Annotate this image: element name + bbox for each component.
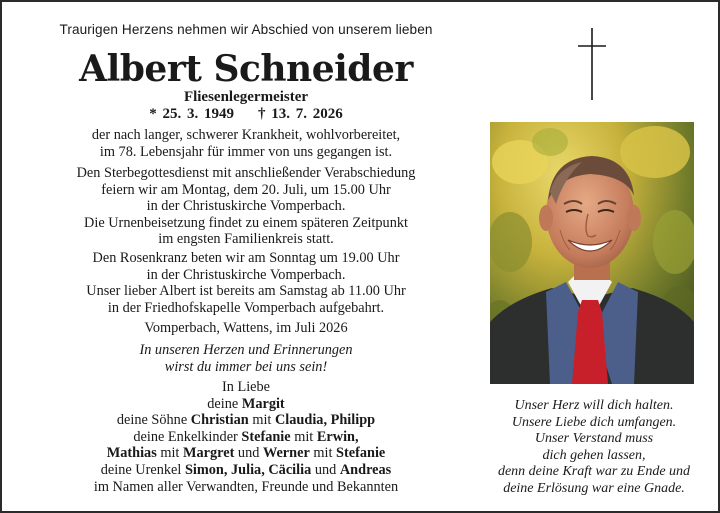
funeral-service-info	[2, 165, 490, 248]
obituary-text-column	[2, 2, 490, 513]
birth-date: * 25. 3. 1949	[149, 106, 234, 122]
text-line: in der Christuskirche Vomperbach.	[146, 198, 346, 215]
mourner-line-grandchildren-2: Mathias mit Margret und Werner mit Stefanie	[106, 445, 386, 462]
occupation: Fliesenlegermeister	[183, 89, 309, 105]
poem-line: dich gehen lassen,	[542, 447, 646, 463]
text-line: Unser lieber Albert ist bereits am Samstag ab 11.00 Uhr	[86, 283, 406, 300]
poem-line: Unser Verstand muss	[534, 431, 654, 447]
text-line: in der Friedhofskapelle Vomperbach aufgebahrt.	[107, 299, 385, 316]
deceased-name: Albert Schneider	[79, 48, 413, 90]
text-line: Den Sterbegottesdienst mit anschließender Verabschiedung	[76, 165, 416, 181]
poem-line: Unsere Liebe dich umfangen.	[511, 414, 677, 430]
death-announcement	[2, 127, 490, 160]
poem	[472, 398, 716, 498]
mourner-line-wife: deine Margit	[207, 395, 285, 412]
mourners-intro: In Liebe	[221, 379, 271, 395]
cross-icon	[577, 28, 607, 100]
motto	[2, 342, 490, 375]
mourners-closing: im Namen aller Verwandten, Freunde und Bekannten	[93, 478, 399, 495]
portrait-photo	[490, 122, 694, 384]
mourners-list	[2, 379, 490, 495]
text-line: Den Rosenkranz beten wir am Sonntag um 19.00 Uhr	[92, 250, 400, 266]
text-line: Die Urnenbeisetzung findet zu einem späteren Zeitpunkt	[84, 214, 408, 231]
text-line: im engsten Familienkreis statt.	[158, 231, 334, 248]
mourner-line-grandchildren: deine Enkelkinder Stefanie mit Erwin,	[133, 428, 359, 445]
portrait-illustration	[490, 122, 694, 384]
mourner-line-sons: deine Söhne Christian mit Claudia, Philipp	[116, 412, 376, 429]
mourner-line-great-grandchildren: deine Urenkel Simon, Julia, Cäcilia und Andreas	[100, 461, 392, 478]
text-line: in der Christuskirche Vomperbach.	[146, 266, 346, 283]
text-line: wirst du immer bei uns sein!	[164, 358, 328, 375]
rosary-info	[2, 250, 490, 316]
life-dates	[2, 105, 490, 123]
death-date: † 13. 7. 2026	[258, 106, 343, 122]
text-line: im 78. Lebensjahr für immer von uns gegangen ist.	[99, 143, 393, 160]
poem-line: deine Erlösung war eine Gnade.	[503, 480, 685, 496]
text-line: feiern wir am Montag, dem 20. Juli, um 15.00 Uhr	[101, 181, 391, 198]
text-line: der nach langer, schwerer Krankheit, wohlvorbereitet,	[91, 127, 401, 143]
poem-line: denn deine Kraft war zu Ende und	[497, 464, 691, 480]
text-line: In unseren Herzen und Erinnerungen	[139, 342, 353, 358]
poem-line: Unser Herz will dich halten.	[514, 398, 674, 413]
intro-line: Traurigen Herzens nehmen wir Abschied von unserem lieben	[59, 22, 433, 37]
place-date: Vomperbach, Wattens, im Juli 2026	[144, 320, 348, 336]
